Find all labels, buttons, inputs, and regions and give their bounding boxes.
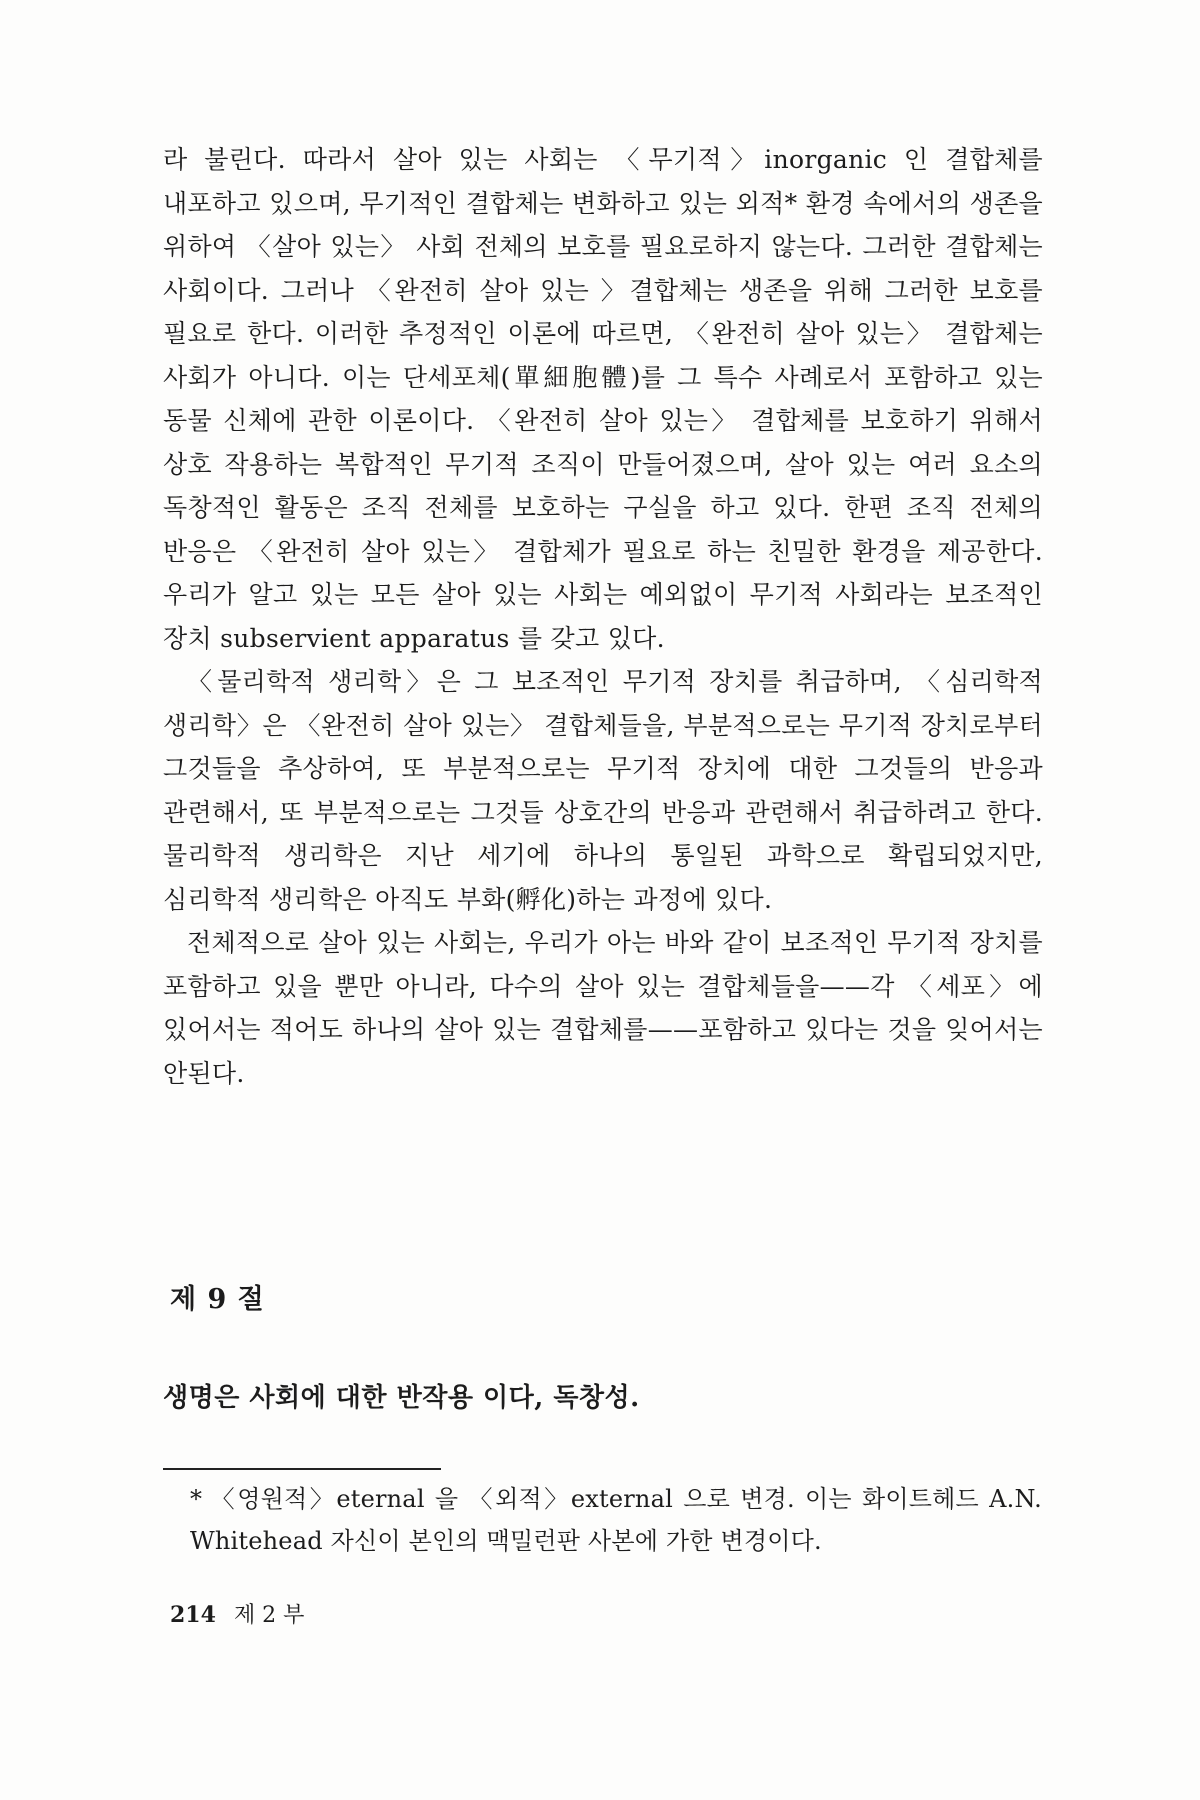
body-text: [163, 138, 1043, 1095]
section-title: 제 9 절: [170, 1284, 265, 1315]
paragraph: 〈물리학적 생리학〉은 그 보조적인 무기적 장치를 취급하며, 〈심리학적 생리학〉은 〈완전히 살아 있는〉 결합체들을, 부분적으로는 무기적 장치로부터 그것들을 추상하여, 또 부분적으로는 무기적 장치에 대한 그것들의 반응과 관련해서, 또 부분적으로는 그것들 상호간의 반응과 관련해서 취급하려고 한다. 물리학적 생리학은 지난 세기에 하나의 통일된 과학으로 확립되었지만, 심리학적 생리학은 아직도 부화(孵化)하는 과정에 있다.: [163, 667, 1043, 914]
page-footer: [170, 1600, 304, 1631]
footnote: [190, 1478, 1042, 1562]
paragraph: 라 불린다. 따라서 살아 있는 사회는 〈무기적〉inorganic 인 결합체를 내포하고 있으며, 무기적인 결합체는 변화하고 있는 외적* 환경 속에서의 생존을 위하여 〈살아 있는〉 사회 전체의 보호를 필요로하지 않는다. 그러한 결합체는 사회이다. 그러나 〈완전히 살아 있는 〉결합체는 생존을 위해 그러한 보호를 필요로 한다. 이러한 추정적인 이론에 따르면, 〈완전히 살아 있는〉 결합체는 사회가 아니다. 이는 단세포체(單細胞體)를 그 특수 사례로서 포함하고 있는 동물 신체에 관한 이론이다. 〈완전히 살아 있는〉 결합체를 보호하기 위해서 상호 작용하는 복합적인 무기적 조직이 만들어졌으며, 살아 있는 여러 요소의 독창적인 활동은 조직 전체를 보호하는 구실을 하고 있다. 한편 조직 전체의 반응은 〈완전히 살아 있는〉 결합체가 필요로 하는 친밀한 환경을 제공한다. 우리가 알고 있는 모든 살아 있는 사회는 예외없이 무기적 사회라는 보조적인 장치 subservient apparatus 를 갖고 있다.: [163, 145, 1043, 653]
footnote-mark: *: [190, 1485, 203, 1513]
paragraph: 전체적으로 살아 있는 사회는, 우리가 아는 바와 같이 보조적인 무기적 장치를 포함하고 있을 뿐만 아니라, 다수의 살아 있는 결합체들을——각 〈세포〉에 있어서는 적어도 하나의 살아 있는 결합체를——포함하고 있다는 것을 잊어서는 안된다.: [163, 928, 1043, 1088]
section-subtitle: 생명은 사회에 대한 반작용 이다, 독창성.: [163, 1383, 640, 1413]
part-label: 제 2 부: [233, 1603, 305, 1628]
footnote-divider: [163, 1468, 441, 1470]
footnote-text: 〈영원적〉eternal 을 〈외적〉external 으로 변경. 이는 화이트헤드 A.N. Whitehead 자신이 본인의 맥밀런판 사본에 가한 변경이다.: [190, 1485, 1042, 1555]
page-number: 214: [170, 1602, 216, 1628]
